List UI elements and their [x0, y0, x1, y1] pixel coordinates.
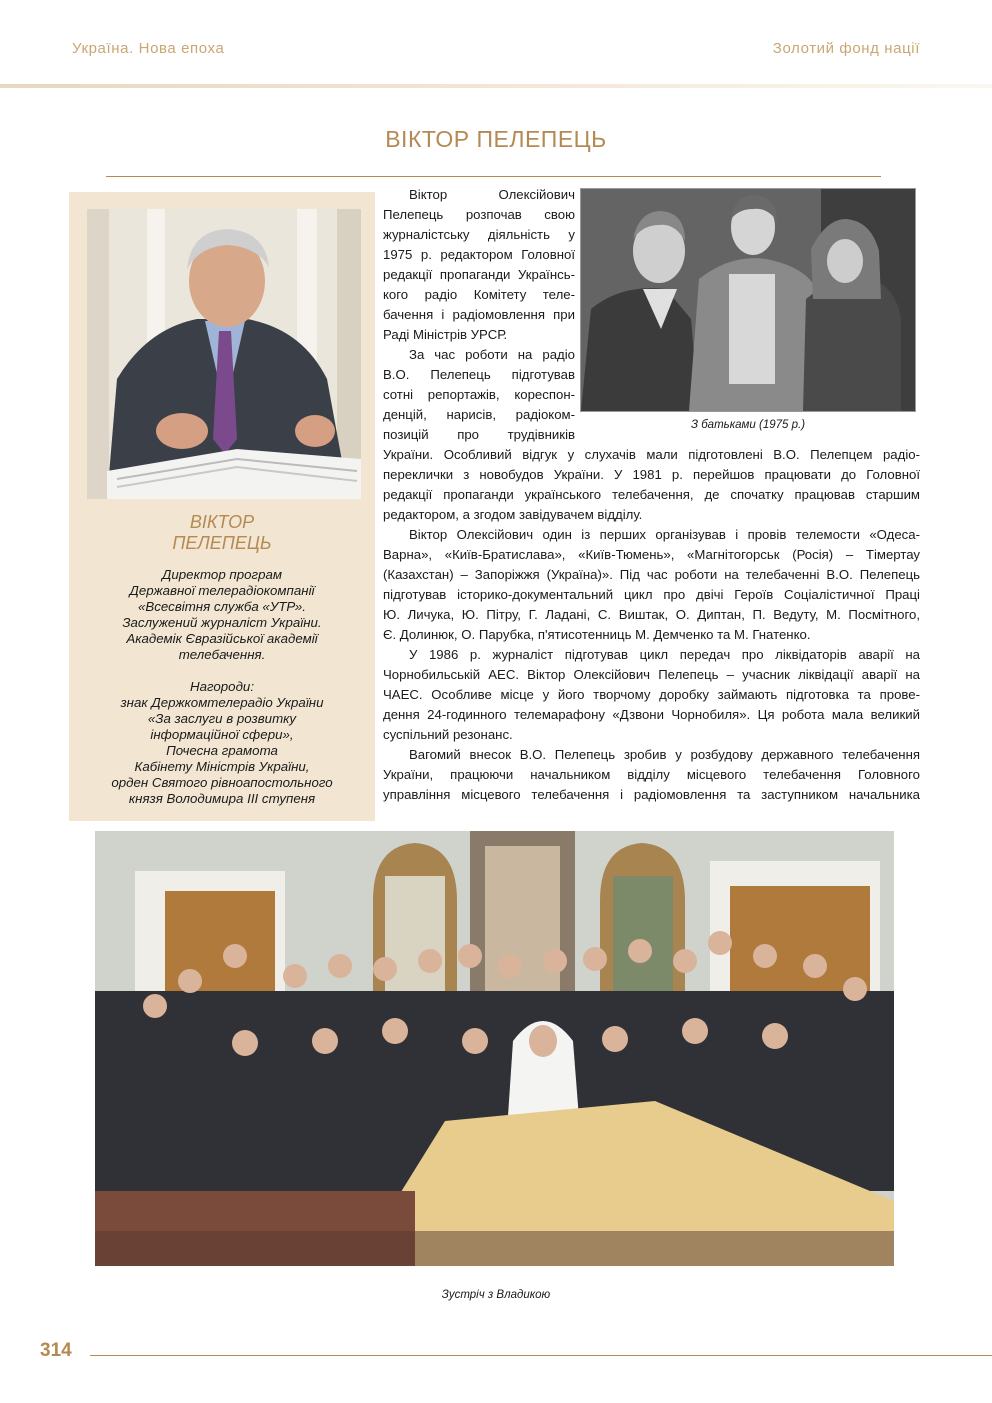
text-line: 1975 р. редактором Головної — [383, 247, 575, 262]
article-text-column-narrow — [383, 185, 575, 445]
awards-line: знак Держкомтелерадіо України — [120, 695, 324, 710]
text-line: бачення і радіомовлення при — [383, 307, 575, 322]
header-divider — [0, 84, 992, 88]
text-line: Віктор Олексійович — [409, 187, 575, 202]
awards-line: князя Володимира ІІІ ступеня — [128, 791, 316, 806]
awards-line: «За заслуги в розвитку — [147, 711, 297, 726]
title-divider — [106, 176, 881, 177]
text-line: України, працюючи начальником відділу місцевого телебачення Головного — [383, 767, 920, 782]
bio-sidebar — [69, 192, 375, 821]
bio-line: Заслужений журналіст України. — [122, 615, 322, 630]
photo-with-parents-caption: З батьками (1975 р.) — [690, 419, 806, 431]
awards-line: Нагороди: — [189, 679, 255, 694]
text-line: ЧАЕС. Особливе місце у його творчому доробку займають підготовка та прове- — [383, 687, 920, 702]
text-line: кого радіо Комітету теле- — [383, 287, 575, 302]
parents-photo-illustration — [581, 189, 915, 411]
article-title: ВІКТОР ПЕЛЕПЕЦЬ — [385, 126, 607, 152]
text-line: редакції пропаганди українського телебачення, де спочатку працював старшим — [383, 487, 920, 502]
sidebar-name-first: ВІКТОР — [189, 512, 255, 532]
group-photo — [95, 831, 894, 1266]
sidebar-bio — [83, 567, 361, 663]
text-line: Вагомий внесок В.О. Пелепець зробив у розбудову державного телебачення — [409, 747, 920, 762]
text-line: управління місцевого телебачення і радіомовлення та заступником начальника — [383, 787, 920, 802]
text-line: позицій про трудівників — [383, 427, 575, 442]
awards-line: орден Святого рівноапостольного — [111, 775, 333, 790]
bio-line: телебачення. — [178, 647, 266, 662]
sidebar-name-last: ПЕЛЕПЕЦЬ — [172, 533, 272, 553]
text-line: переклички з новобудов України. У 1981 р. перейшов працювати до Головної — [383, 467, 920, 482]
group-photo-illustration — [95, 831, 894, 1266]
bio-line: Академік Євразійської академії — [126, 631, 318, 646]
portrait-illustration — [87, 209, 361, 499]
text-line: Ю. Личука, Ю. Пітру, Г. Ладані, С. Виштак, О. Диптан, П. Ведуту, М. Посмітного, — [383, 607, 920, 622]
text-line: журналістську діяльність у — [383, 227, 575, 242]
text-line: суспільний резонанс. — [383, 727, 513, 742]
text-line: Віктор Олексійович один із перших організував і провів телемости «Одеса- — [409, 527, 920, 542]
text-line: редакції пропаганди Українсь- — [383, 267, 575, 282]
text-line: України. Особливий відгук у слухачів мали підготовлені В.О. Пелепцем радіо- — [383, 447, 920, 462]
text-line: Є. Долинюк, О. Парубка, п'ятисотенниць М. Демченко та М. Гнатенко. — [383, 627, 811, 642]
bio-line: Державної телерадіокомпанії — [129, 583, 315, 598]
text-line: денцій, нарисів, радіоком- — [383, 407, 575, 422]
page-number: 314 — [40, 1340, 72, 1361]
article-text-column-wide — [383, 445, 920, 805]
awards-line: інформаційної сфери», — [150, 727, 294, 742]
text-line: За час роботи на радіо — [409, 347, 575, 362]
photo-with-parents — [581, 189, 915, 411]
text-line: Чорнобильській АЕС. Віктор Олексійович Пелепець – учасник ліквідації аварії на — [383, 667, 920, 682]
text-line: Раді Міністрів УРСР. — [383, 327, 508, 342]
text-line: підготував історико-документальний цикл про двічі Героїв Соціалістичної Праці — [383, 587, 920, 602]
running-header-left: Україна. Нова епоха — [72, 40, 225, 57]
text-line: сотні репортажів, кореспон- — [383, 387, 575, 402]
group-photo-caption: Зустріч з Владикою — [441, 1289, 551, 1301]
text-line: редактором, а згодом завідувачем відділу. — [383, 507, 643, 522]
text-line: (Казахстан) – Запоріжжя (Україна)». Під час роботи на телебаченні В.О. Пелепець — [383, 567, 920, 582]
awards-line: Кабінету Міністрів України, — [134, 759, 310, 774]
text-line: дення 24-годинного телемарафону «Дзвони Чорнобиля». Ця робота мала великий — [383, 707, 920, 722]
footer-divider — [90, 1355, 992, 1356]
bio-line: Директор програм — [162, 567, 282, 582]
portrait-photo — [87, 209, 361, 499]
bio-line: «Всесвітня служба «УТР». — [138, 599, 306, 614]
text-line: Пелепець розпочав свою — [383, 207, 575, 222]
sidebar-awards — [83, 679, 361, 807]
sidebar-name — [69, 512, 375, 554]
text-line: Варна», «Київ-Братислава», «Київ-Тюмень», «Магнітогорськ (Росія) – Тімертау — [383, 547, 920, 562]
text-line: У 1986 р. журналіст підготував цикл передач про ліквідаторів аварії на — [409, 647, 920, 662]
running-header-right: Золотий фонд нації — [772, 40, 920, 57]
awards-line: Почесна грамота — [166, 743, 278, 758]
text-line: В.О. Пелепець підготував — [383, 367, 575, 382]
